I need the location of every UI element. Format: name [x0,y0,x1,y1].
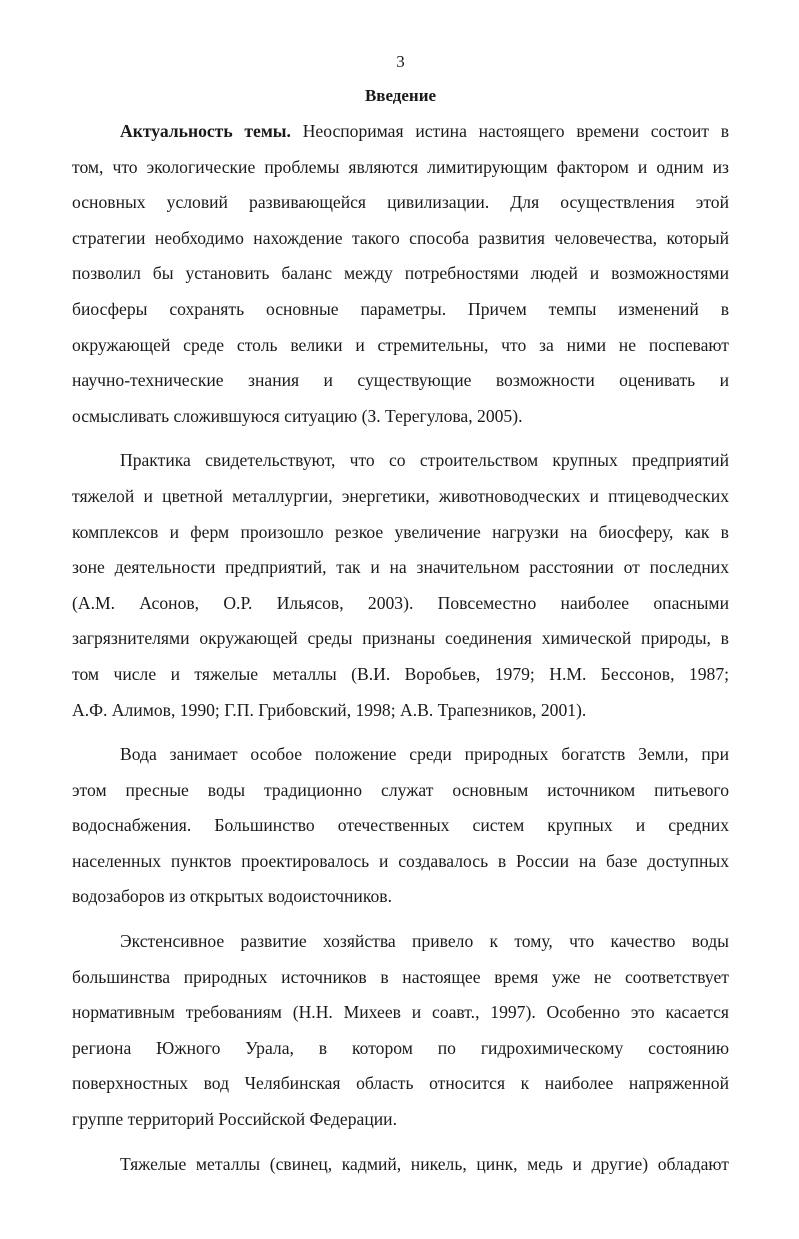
paragraph-practice [72,443,729,728]
page-number: 3 [396,52,405,71]
paragraph-line: Вода занимает особое положение среди природных богатств Земли, при [120,744,729,765]
paragraph-line: (А.М. Асонов, О.Р. Ильясов, 2003). Повсеместно наиболее опасными [72,592,729,613]
paragraph-line: зоне деятельности предприятий, так и на значительном расстоянии от последних [72,557,729,578]
paragraph-line: Экстенсивное развитие хозяйства привело к тому, что качество воды [120,931,729,952]
paragraph-line: большинства природных источников в настоящее время уже не соответствует [72,966,729,987]
section-title: Введение [364,86,437,105]
paragraph-line: позволил бы установить баланс между потребностями людей и возможностями [72,263,729,284]
paragraph-line: населенных пунктов проектировалось и создавалось в России на базе доступных [72,850,729,871]
paragraph-line: группе территорий Российской Федерации. [72,1109,397,1130]
paragraph-extensive [72,924,729,1138]
paragraph-line: этом пресные воды традиционно служат основным источником питьевого [72,779,729,800]
paragraph-metals [72,1147,729,1183]
paragraph-line: региона Южного Урала, в котором по гидрохимическому состоянию [72,1037,729,1058]
paragraph-line: Актуальность темы. Неоспоримая истина настоящего времени состоит в [120,121,729,141]
paragraph-lead: Актуальность темы. [120,121,291,141]
paragraph-line: водозаборов из открытых водоисточников. [72,886,393,907]
paragraph-line: основных условий развивающейся цивилизации. Для осуществления этой [72,192,729,213]
paragraph-water [72,737,729,915]
paragraph-line: стратегии необходимо нахождение такого способа развития человечества, который [72,227,729,248]
paragraph-line: комплексов и ферм произошло резкое увеличение нагрузки на биосферу, как в [72,521,729,542]
paragraph-line: биосферы сохранять основные параметры. Причем темпы изменений в [72,298,729,319]
paragraph-line: том числе и тяжелые металлы (В.И. Воробьев, 1979; Н.М. Бессонов, 1987; [72,663,729,684]
paragraph-line: окружающей среде столь велики и стремительны, что за ними не поспевают [72,334,729,355]
paragraph-line: тяжелой и цветной металлургии, энергетики, животноводческих и птицеводческих [72,485,729,506]
paragraph-relevance [72,114,729,434]
paragraph-line: загрязнителями окружающей среды признаны соединения химической природы, в [72,628,729,649]
paragraph-line: водоснабжения. Большинство отечественных систем крупных и средних [72,815,729,836]
paragraph-line: Тяжелые металлы (свинец, кадмий, никель, цинк, медь и другие) обладают [120,1153,729,1174]
paragraph-line: нормативным требованиям (Н.Н. Михеев и соавт., 1997). Особенно это касается [72,1002,729,1023]
document-page [72,52,729,1191]
paragraph-line: поверхностных вод Челябинская область относится к наиболее напряженной [72,1073,729,1094]
paragraph-line: том, что экологические проблемы являются лимитирующим фактором и одним из [72,156,729,177]
paragraph-line: А.Ф. Алимов, 1990; Г.П. Грибовский, 1998; А.В. Трапезников, 2001). [72,699,587,720]
paragraph-line: научно-технические знания и существующие возможности оценивать и [72,370,729,391]
paragraph-line: Практика свидетельствуют, что со строительством крупных предприятий [120,450,729,471]
paragraph-line: осмысливать сложившуюся ситуацию (З. Терегулова, 2005). [72,405,523,426]
